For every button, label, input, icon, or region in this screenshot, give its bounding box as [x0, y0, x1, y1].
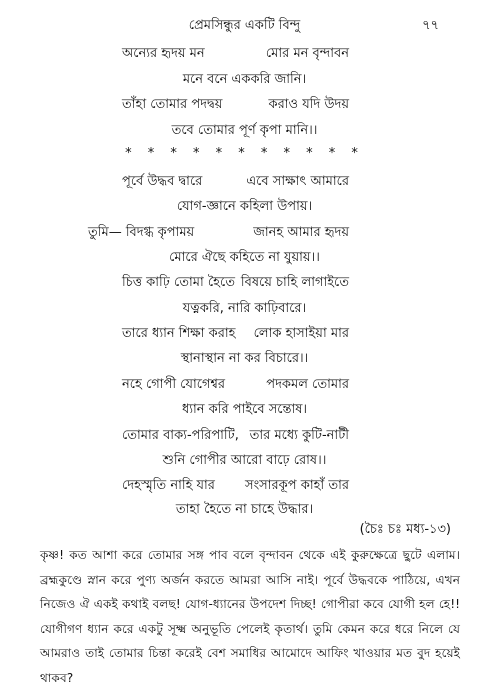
verse-couplet-line [0, 44, 489, 64]
verse-right-half: লোক হাসাইয়া মার [253, 326, 349, 341]
verse-left-half: তোমার বাক্য-পরিপাটি, [122, 428, 239, 443]
verse-left-half: তাঁহা তোমার পদদ্বয় [122, 97, 223, 112]
verse-left-half: দেহস্মৃতি নাহি যার [122, 478, 215, 493]
verse-refrain-line: তবে তোমার পূর্ণ কৃপা মানি।। [171, 123, 318, 138]
verse-left-half: চিত্ত কাঢ়ি তোমা হৈতে [122, 275, 235, 290]
verse-right-half: বিষয়ে চাহি লাগাইতে [240, 275, 349, 290]
verse-couplet-line [0, 95, 489, 115]
verse-refrain-line: মনে বনে এককরি জানি। [182, 72, 307, 87]
verse-right-half: মোর মন বৃন্দাবন [265, 46, 349, 61]
verse-refrain-line: শুনি গোপীর আরো বাঢ়ে রোষ।। [162, 453, 327, 468]
verse-refrain-line: যত্নকরি, নারি কাঢ়িবারে। [182, 301, 307, 316]
verse-couplet-line [0, 476, 489, 496]
section-divider-stars: * * * * * * * * * * * [125, 146, 364, 161]
running-title: প্রেমসিন্ধুর একটি বিন্দু [188, 18, 301, 33]
verse-left-half: পূর্বে উদ্ধব দ্বারে [122, 174, 203, 189]
verse-refrain-line: ধ্যান করি পাইবে সন্তোষ। [181, 402, 308, 417]
verse-right-half: জানহ আমার হৃদয় [253, 225, 349, 240]
verse-refrain-line: মোরে ঐছে কহিতে না যুয়ায়।। [169, 250, 320, 265]
verse-left-half: অন্যের হৃদয় মন [122, 46, 205, 61]
verse-refrain-line: স্থানাস্থান না কর বিচারে।। [180, 351, 309, 366]
verse-right-half: সংসারকূপ কাহাঁ তার [244, 478, 349, 493]
verse-couplet-line [0, 172, 489, 192]
verse-couplet-line [0, 324, 489, 344]
verse-left-half: তুমি— বিদগ্ধ কৃপাময় [88, 225, 195, 240]
verse-right-half: তার মধ্যে কুটি-নাটী [249, 428, 349, 443]
verse-right-half: পদকমল তোমার [266, 377, 349, 392]
citation: (চৈঃ চঃ মধ্য-১৩) [359, 522, 451, 537]
verse-left-half: নহে গোপী যোগেশ্বর [122, 377, 226, 392]
verse-couplet-line [0, 375, 489, 395]
verse-couplet-line [0, 223, 489, 243]
verse-right-half: এবে সাক্ষাৎ আমারে [246, 174, 349, 189]
verse-right-half: করাও যদি উদয় [268, 97, 349, 112]
verse-refrain-line: তাহা হৈতে না চাহে উদ্ধার। [175, 502, 314, 517]
verse-left-half: তারে ধ্যান শিক্ষা করাহ [122, 326, 236, 341]
prose-paragraph: কৃষ্ণ! কত আশা করে তোমার সঙ্গ পাব বলে বৃন্দাবন থেকে এই কুরুক্ষেত্রে ছুটে এলাম। ব্রহ্মকুণ্ডে স্নান করে পুণ্য অর্জন করতে আমরা আসি নাই। পূর্বে উদ্ধবকে পাঠিয়ে, এখন নিজেও ঐ একই কথাই বলছ! যোগ-ধ্যানের উপদেশ দিচ্ছ! গোপীরা কবে যোগী হল হে!! যোগীগণ ধ্যান করে একটু সূক্ষ্ম অনুভূতি পেলেই কৃতার্থ। তুমি কেমন করে ধরে নিলে যে আমরাও তাই তোমার চিন্তা করেই বেশ সমাধির আমোদে আফিং খাওয়ার মত বুদ হয়েই থাকব? [40, 548, 460, 685]
verse-refrain-line: যোগ-জ্ঞানে কহিলা উপায়। [176, 199, 313, 214]
verse-couplet-line [0, 273, 489, 293]
verse-couplet-line [0, 426, 489, 446]
page-header [0, 14, 489, 36]
page-number: ৭৭ [422, 18, 439, 33]
